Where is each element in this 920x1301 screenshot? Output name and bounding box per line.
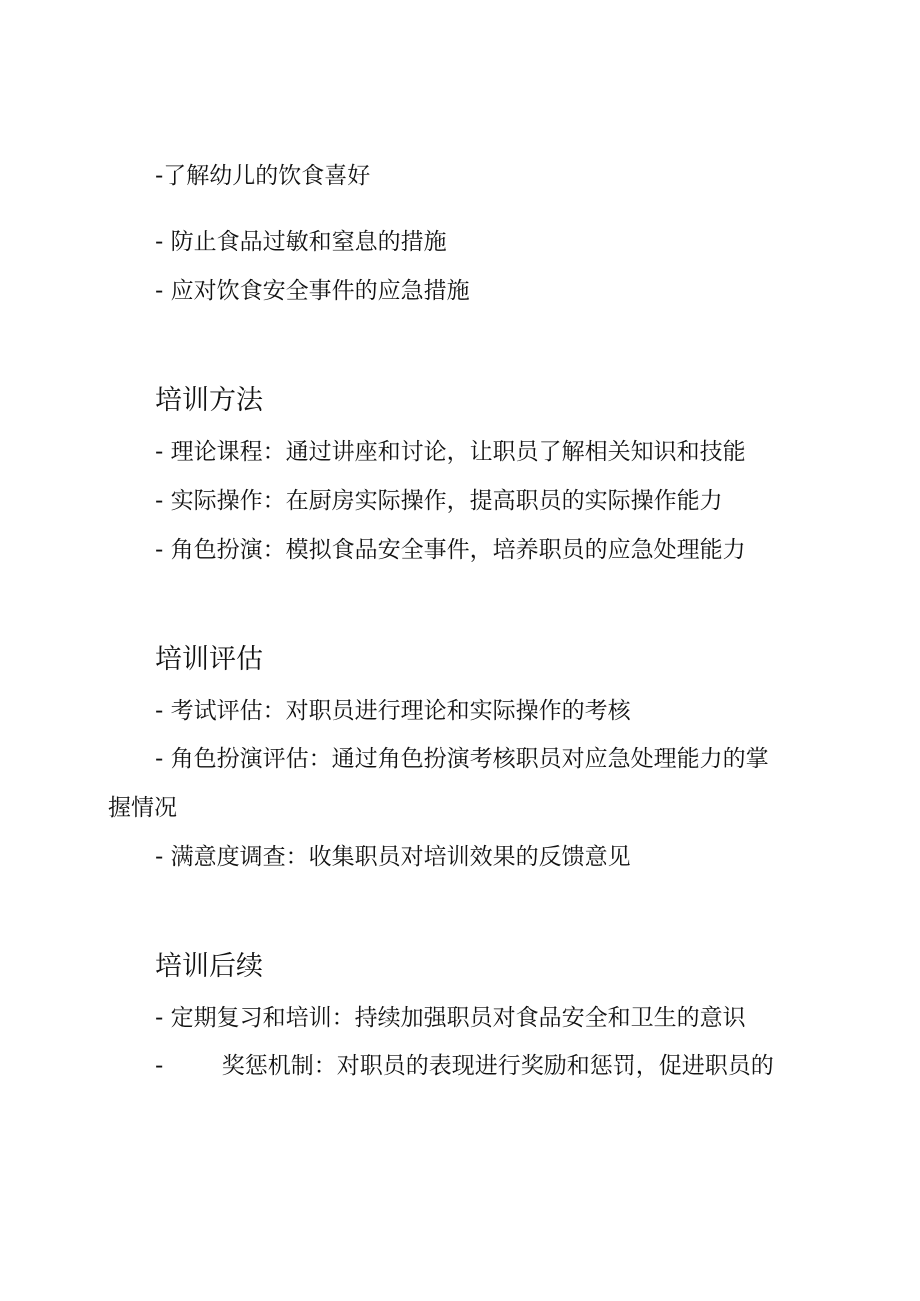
methods-item: - 角色扮演：模拟食品安全事件，培养职员的应急处理能力: [155, 537, 746, 563]
section-heading-evaluation: 培训评估: [155, 644, 263, 675]
followup-item: - 奖惩机制：对职员的表现进行奖励和惩罚，促进职员的: [155, 1053, 774, 1079]
methods-item: - 理论课程：通过讲座和讨论，让职员了解相关知识和技能: [155, 439, 746, 465]
intro-item: - 应对饮食安全事件的应急措施: [155, 278, 470, 304]
intro-item: - 防止食品过敏和窒息的措施: [155, 229, 447, 255]
intro-item: -了解幼儿的饮食喜好: [155, 163, 371, 189]
followup-item: - 定期复习和培训：持续加强职员对食品安全和卫生的意识: [155, 1005, 746, 1031]
evaluation-item: - 考试评估：对职员进行理论和实际操作的考核: [155, 698, 631, 724]
section-heading-methods: 培训方法: [155, 385, 263, 416]
evaluation-item-continuation: 握情况: [108, 795, 177, 821]
evaluation-item: - 满意度调查：收集职员对培训效果的反馈意见: [155, 844, 631, 870]
evaluation-item: - 角色扮演评估：通过角色扮演考核职员对应急处理能力的掌: [155, 746, 769, 772]
methods-item: - 实际操作：在厨房实际操作，提高职员的实际操作能力: [155, 488, 723, 514]
section-heading-followup: 培训后续: [155, 951, 263, 982]
